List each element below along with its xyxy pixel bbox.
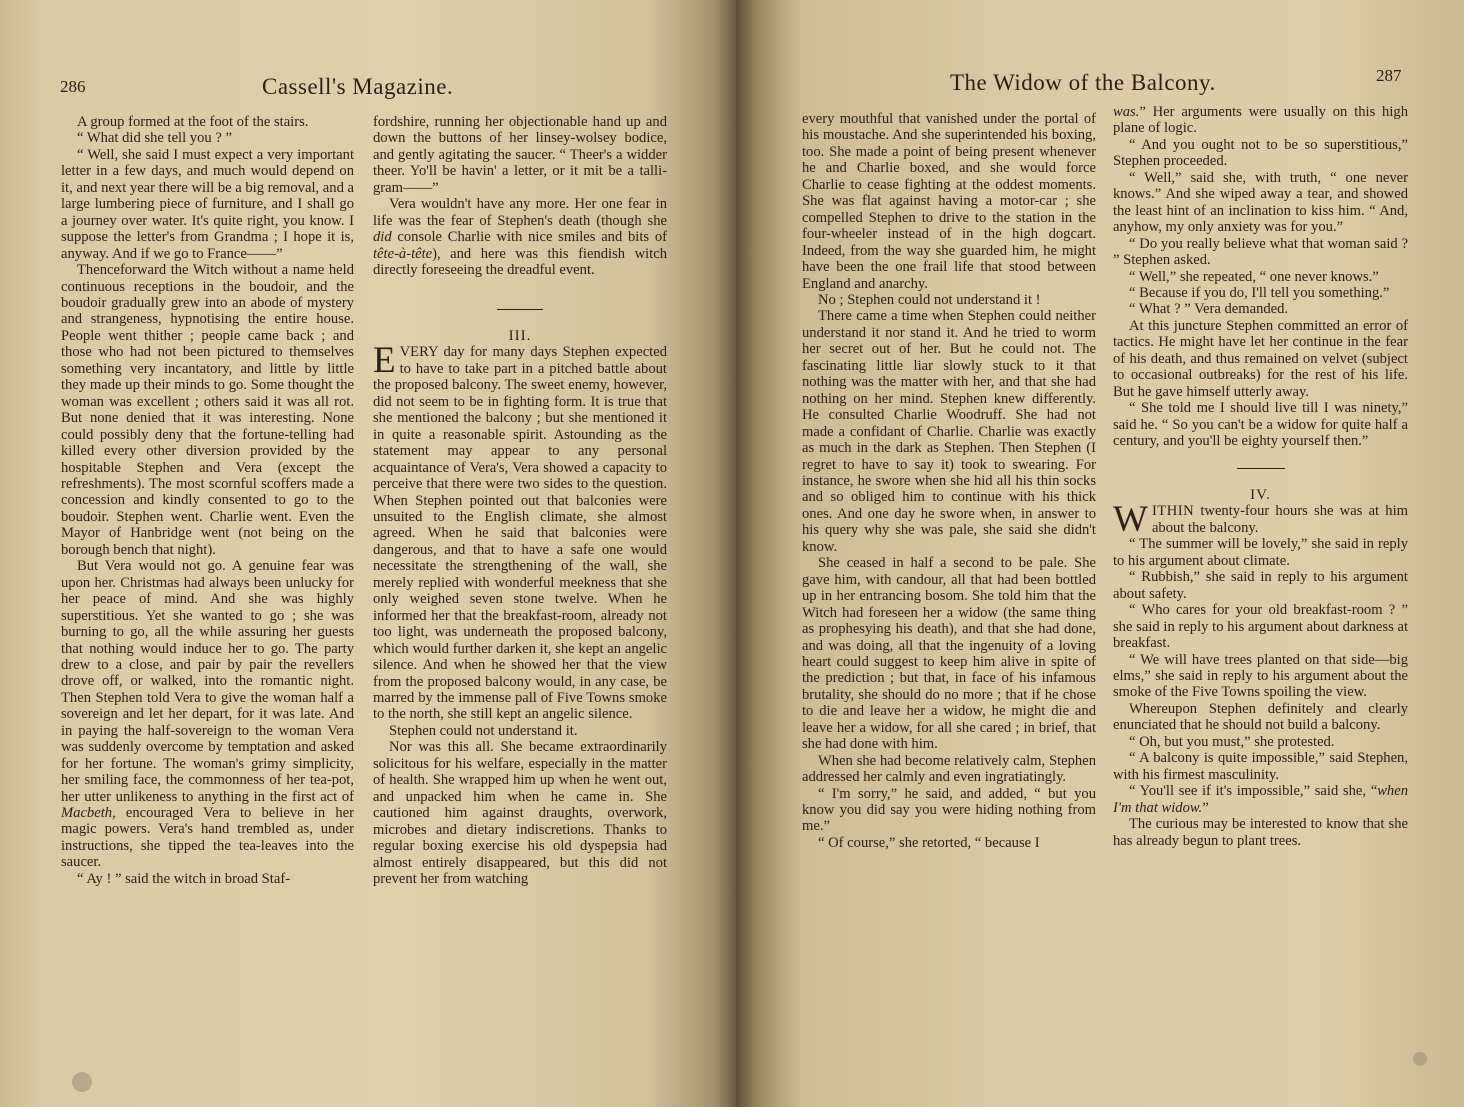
- italic-title: Macbeth: [61, 805, 113, 822]
- running-head-left: Cassell's Magazine.: [262, 74, 454, 99]
- paragraph: “ She told me I should live till I was ninety,” said he. “ So you can't be a widow for quite half a century, and you'll be eighty yourself then.”: [1113, 400, 1408, 450]
- paragraph: A group formed at the foot of the stairs.: [77, 114, 309, 130]
- paragraph: “ Because if you do, I'll tell you something.”: [1129, 284, 1390, 301]
- paragraph: “ I'm sorry,” he said, and added, “ but you know you did say you were hiding nothing from me.”: [802, 785, 1096, 835]
- paragraph: At this juncture Stephen committed an error of tactics. He might have let her continue in the fear of his death, and thus remained on velvet (subject to occasional outbreaks) for the rest of his life. But he gave himself utterly away.: [1113, 317, 1408, 400]
- paragraph: The curious may be interested to know that she has already begun to plant trees.: [1113, 816, 1408, 849]
- column-1: [61, 114, 354, 887]
- paragraph: “ Who cares for your old breakfast-room ? ” she said in reply to his argument about darkness at breakfast.: [1113, 602, 1408, 652]
- paragraph: Thenceforward the Witch without a name held continuous receptions in the boudoir, and the boudoir gradually grew into an abode of mystery and strangeness, hypnotising the entire house. People went thither ; people came back ; and those who had not been pictured to themselves something very incantatory, and little by little they made up their minds to go. Some thought the woman was excellent ; others said it was all rot. But none denied that it was interesting. None could possibly deny that the fortune-telling had killed every other diversion provided by the hospitable Stephen and Vera (except the refreshments). The most scornful scoffers made a concession and kindly consented to go to the boudoir. Stephen went. Charlie went. Even the Mayor of Hanbridge went (not being on the borough bench that night).: [61, 262, 354, 558]
- paragraph: “ What ? ” Vera demanded.: [1129, 301, 1289, 318]
- text-run: Vera wouldn't have any more. Her one fear in life was the fear of Stephen's death (though she: [373, 196, 667, 229]
- paragraph: No ; Stephen could not understand it !: [818, 291, 1041, 308]
- paragraph: “ Well,” she repeated, “ one never knows.”: [1129, 268, 1379, 285]
- text-run: , encouraged Vera to believe in her magic powers. Vera's hand trembled as, under instructions, she tipped the tea-leaves into the saucer.: [61, 805, 354, 871]
- page-number-right: 287: [1376, 66, 1402, 85]
- small-caps-word: ITHIN: [1151, 503, 1195, 520]
- column-4: [1113, 104, 1408, 849]
- paragraph: [1113, 783, 1408, 816]
- right-page: [736, 0, 1464, 1107]
- section-heading: III.: [508, 328, 532, 345]
- paragraph: [1113, 104, 1408, 137]
- drop-cap: W: [1113, 499, 1148, 541]
- text-run: VERY day for many days Stephen expected to have to take part in a pitched battle about the proposed balcony. The sweet enemy, however, did not seem to be in fighting form. It is true that she mentioned the balcony ; but she mentioned it in quite a reasonable spirit. Astounding as the statement may appear to any personal acquaintance of Vera's, Vera showed a capacity to perceive that there were two sides to the question. When Stephen pointed out that balconies were unsuited to the English climate, she almost agreed. When he said that balconies were dangerous, and that to have a safe one would necessitate the strengthening of the wall, she merely replied with wonderful meekness that she only weighed seven stone twelve. When he informed her that the breakfast-room, already not too light, was underneath the proposed balcony, which would further darken it, she kept an angelic silence. And when he showed her that the view from the proposed balcony would, in any case, be marred by the immense pall of Five Towns smoke to the north, she still kept an angelic silence.: [373, 344, 667, 723]
- text-run: But Vera would not go. A genuine fear was upon her. Christmas had always been unlucky for her peace of mind. And she was highly superstitious. Yet she wanted to go ; she was burning to go, all the while assuring her guests that nothing would induce her to go. The party drew to a close, and pair by pair the revellers drove off, or walked, into the romantic night. Then Stephen told Vera to give the woman half a sovereign and let her depart, for it was late. And in paying the half-sovereign to the woman Vera was suddenly overcome by temptation and asked for her fortune. The woman's grimy simplicity, her smiling face, the commonness of her tea-pot, her utter unlikeness to anything in the first act of: [61, 558, 354, 805]
- paragraph: She ceased in half a second to be pale. She gave him, with candour, all that had been bottled up in her entrancing bosom. She told him that the Witch had foreseen her a widow (the same thing as prophesying his death), and that she had done, and was doing, all that the ingenuity of a loving heart could suggest to keep him alive in spite of the prediction ; but that, in face of his infamous brutality, she should do no more ; that if he chose to die and leave her a widow, he might die and leave her a widow, for all she cared ; in brief, that she had done with him.: [802, 555, 1096, 753]
- paragraph: “ Rubbish,” she said in reply to his argument about safety.: [1113, 569, 1408, 602]
- drop-cap: E: [373, 340, 396, 382]
- section-divider: [1237, 468, 1285, 470]
- paragraph: “ And you ought not to be so superstitious,” Stephen proceeded.: [1113, 136, 1408, 170]
- paragraph: When she had become relatively calm, Stephen addressed her calmly and even ingratiatingly.: [802, 752, 1096, 786]
- paragraph: [61, 558, 354, 871]
- paragraph: “ What did she tell you ? ”: [77, 130, 232, 147]
- page-number-left: 286: [60, 77, 86, 96]
- italic-phrase: when I'm that widow.: [1113, 783, 1408, 816]
- paragraph: “ The summer will be lovely,” she said in reply to his argument about climate.: [1113, 536, 1408, 569]
- paragraph: fordshire, running her objectionable hand up and down the buttons of her linsey-wolsey bodice, and gently agitating the saucer. “ Theer's a widder theer. Yo'll be havin' a letter, or it mit be a talli-gram——”: [373, 114, 667, 196]
- paragraph: Whereupon Stephen definitely and clearly enunciated that he should not build a balcony.: [1113, 700, 1408, 734]
- paragraph: “ Well, she said I must expect a very important letter in a few days, and much would depend on it, and next year there will be a big removal, and a large lumbering piece of furniture, and I shall go a journey over water. It's quite right, you know. I suppose the letter's from Grandma ; I hope it is, anyway. And if we go to France——”: [61, 146, 354, 262]
- paragraph: every mouthful that vanished under the portal of his moustache. And she superintended his boxing, too. She made a point of being present whenever he and Charlie boxed, and she would force Charlie to cease fighting at the oddest moments. She was flat against having a motor-car ; she compelled Stephen to drive to the station in the four-wheeler instead of in the high dogcart. Indeed, from the way she guarded him, he might have been the one frail life that stood between England and anarchy.: [802, 111, 1096, 292]
- paragraph: “ Ay ! ” said the witch in broad Staf-: [77, 870, 291, 887]
- paragraph: [1113, 499, 1408, 541]
- italic-word: did: [373, 229, 392, 246]
- section-divider: [497, 309, 543, 311]
- paragraph: “ Well,” said she, with truth, “ one never knows.” And she wiped away a tear, and showed the least hint of an inclination to kiss him. “ And, anyhow, my only anxiety was for you.”: [1113, 169, 1408, 236]
- text-run: ), and here was this fiendish witch directly foreseeing the dreadful event.: [373, 245, 667, 279]
- section-heading: IV.: [1250, 487, 1271, 504]
- running-head-right: The Widow of the Balcony.: [950, 70, 1216, 95]
- text-run: “ You'll see if it's impossible,” said she, “: [1129, 783, 1378, 800]
- text-run: ” Her arguments were usually on this high plane of logic.: [1113, 104, 1408, 137]
- text-run: twenty-four hours she was at him about the balcony.: [1151, 503, 1408, 536]
- paragraph: [373, 340, 667, 723]
- paragraph: There came a time when Stephen could neither understand it nor stand it. And he tried to worm her secret out of her. But he could not. The fascinating little liar slowly stuck to it that nothing was the matter with her, and that she had nothing on her mind. Stephen knew differently. He consulted Charlie Woodruff. She had not made a confidant of Charlie. Charlie was exactly as much in the dark as Stephen. Then Stephen (I regret to have to say it) took to swearing. For instance, he swore when she hid all his thin socks and so obliged him to continue with his thick ones. And one day he swore when, in answer to his query why she was pale, she said she didn't know.: [802, 308, 1096, 555]
- text-run: ”: [1202, 799, 1209, 816]
- paragraph: [373, 196, 667, 278]
- paragraph: Nor was this all. She became extraordinarily solicitous for his welfare, especially in the matter of health. She wrapped him up when he went out, and unpacked him when he came in. She cautioned him against draughts, overwork, microbes and dietary indiscretions. Thanks to regular boxing exercise his old dyspepsia had almost entirely disappeared, but this did not prevent her from watching: [373, 739, 667, 887]
- paragraph: “ Of course,” she retorted, “ because I: [818, 834, 1040, 851]
- column-3: [802, 111, 1096, 851]
- paragraph: “ Do you really believe what that woman said ? ” Stephen asked.: [1113, 235, 1408, 269]
- paragraph: “ Oh, but you must,” she protested.: [1129, 733, 1335, 750]
- paper-blot: [72, 1072, 92, 1092]
- paragraph: Stephen could not understand it.: [389, 722, 578, 739]
- italic-word: was.: [1113, 104, 1140, 120]
- paragraph: “ A balcony is quite impossible,” said Stephen, with his firmest masculinity.: [1113, 750, 1408, 783]
- paper-blot: [1413, 1052, 1427, 1066]
- italic-word: tête-à-tête: [373, 245, 433, 262]
- column-2: [373, 114, 667, 887]
- text-run: console Charlie with nice smiles and bits of: [397, 229, 667, 246]
- paragraph: “ We will have trees planted on that side—big elms,” she said in reply to his argument about the smoke of the Five Towns spoiling the view.: [1113, 651, 1408, 701]
